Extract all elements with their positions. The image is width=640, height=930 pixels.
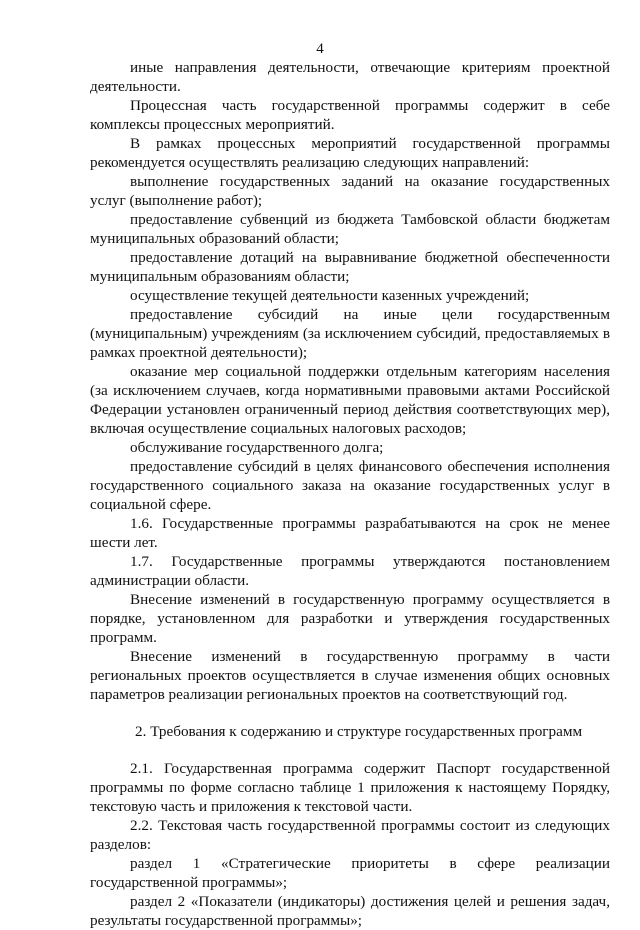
paragraph: иные направления деятельности, отвечающие критериям проектной деятельности. [90,59,610,95]
paragraph: В рамках процессных мероприятий государственной программы рекомендуется осуществлять реализацию следующих направлений: [90,135,610,171]
paragraph: предоставление субсидий в целях финансового обеспечения исполнения государственного социального заказа на оказание государственных услуг в социальной сфере. [90,458,610,513]
document-body [90,58,610,930]
paragraph: Внесение изменений в государственную программу в части региональных проектов осуществляется в случае изменения общих основных параметров реализации региональных проектов на соответствующий год. [90,648,610,703]
paragraph: раздел 1 «Стратегические приоритеты в сфере реализации государственной программы»; [90,855,610,891]
paragraph: 1.7. Государственные программы утверждаются постановлением администрации области. [90,553,610,589]
paragraph: предоставление субсидий на иные цели государственным (муниципальным) учреждениям (за исключением субсидий, предоставляемых в рамках проектной деятельности); [90,306,610,361]
paragraph: Внесение изменений в государственную программу осуществляется в порядке, установленном для разработки и утверждения государственных программ. [90,591,610,646]
paragraph: Процессная часть государственной программы содержит в себе комплексы процессных мероприятий. [90,97,610,133]
paragraph: оказание мер социальной поддержки отдельным категориям населения (за исключением случаев, когда нормативными правовыми актами Российской Федерации установлен ограниченный период действия соответствующих мер), включая осуществление социальных налоговых расходов; [90,363,610,437]
paragraph: обслуживание государственного долга; [130,439,384,456]
section-heading: 2. Требования к содержанию и структуре государственных программ [135,723,583,740]
paragraph: 2.2. Текстовая часть государственной программы состоит из следующих разделов: [90,817,610,853]
paragraph: предоставление дотаций на выравнивание бюджетной обеспеченности муниципальным образованиям области; [90,249,610,285]
page-number: 4 [316,41,324,57]
paragraph: 2.1. Государственная программа содержит Паспорт государственной программы по форме согласно таблице 1 приложения к настоящему Порядку, текстовую часть и приложения к текстовой части. [90,760,610,815]
paragraph: предоставление субвенций из бюджета Тамбовской области бюджетам муниципальных образований области; [90,211,610,247]
paragraph: выполнение государственных заданий на оказание государственных услуг (выполнение работ); [90,173,610,209]
paragraph: осуществление текущей деятельности казенных учреждений; [130,287,530,304]
paragraph: 1.6. Государственные программы разрабатываются на срок не менее шести лет. [90,515,610,551]
paragraph: раздел 2 «Показатели (индикаторы) достижения целей и решения задач, результаты государственной программы»; [90,893,610,929]
